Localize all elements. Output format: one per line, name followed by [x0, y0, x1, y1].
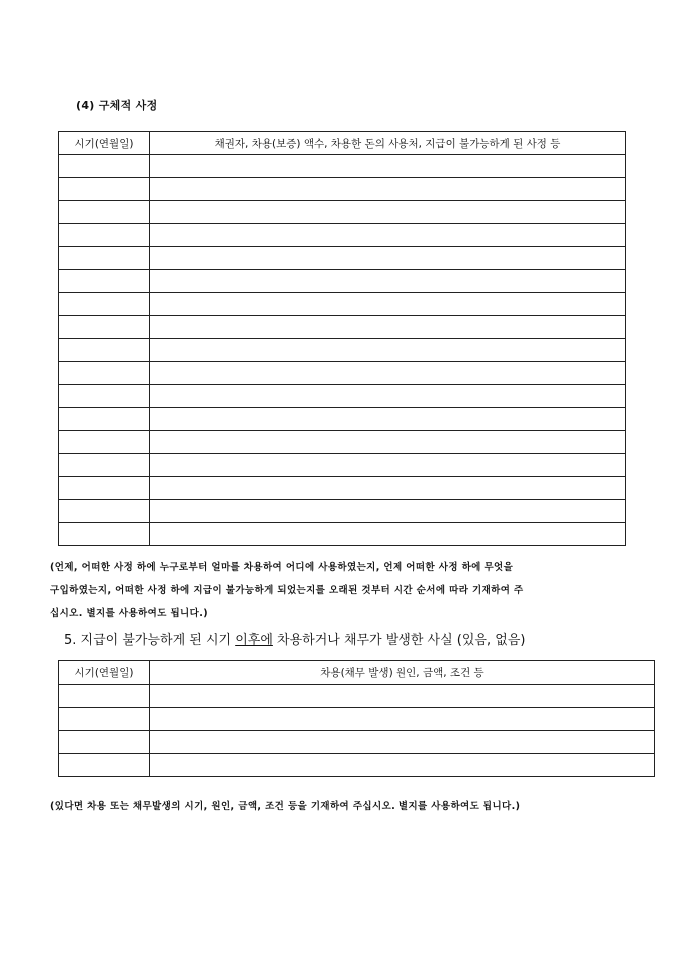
- table-row: [59, 293, 626, 316]
- date-cell[interactable]: [59, 754, 150, 777]
- details-cell[interactable]: [150, 178, 626, 201]
- table-row: [59, 155, 626, 178]
- date-cell[interactable]: [59, 339, 150, 362]
- date-cell[interactable]: [59, 155, 150, 178]
- instruction-line: (언제, 어떠한 사정 하에 누구로부터 얼마를 차용하여 어디에 사용하였는지, 언제 어떠한 사정 하에 무엇을: [50, 562, 514, 573]
- details-cell[interactable]: [150, 155, 626, 178]
- table-row: [59, 339, 626, 362]
- table-row: [59, 408, 626, 431]
- date-cell[interactable]: [59, 270, 150, 293]
- table-row: [59, 247, 626, 270]
- table-header-row: [59, 661, 655, 685]
- table-header-row: [59, 132, 626, 155]
- date-cell[interactable]: [59, 247, 150, 270]
- details-cell[interactable]: [150, 362, 626, 385]
- section5-heading-underlined: 이후에: [235, 633, 273, 648]
- details-cell[interactable]: [150, 293, 626, 316]
- details-cell[interactable]: [150, 431, 626, 454]
- section5-heading: [64, 629, 525, 648]
- details-cell[interactable]: [150, 201, 626, 224]
- table-row: [59, 224, 626, 247]
- date-cell[interactable]: [59, 523, 150, 546]
- table-row: [59, 270, 626, 293]
- date-cell[interactable]: [59, 224, 150, 247]
- details-cell[interactable]: [150, 754, 655, 777]
- column-header-date: 시기(연월일): [59, 661, 150, 685]
- details-cell[interactable]: [150, 731, 655, 754]
- section4-heading: (4) 구체적 사정: [76, 99, 158, 112]
- details-cell[interactable]: [150, 224, 626, 247]
- date-cell[interactable]: [59, 293, 150, 316]
- specific-circumstances-table: [58, 131, 626, 546]
- post-insolvency-debts-table: [58, 660, 655, 777]
- section5-instructions: (있다면 차용 또는 채무발생의 시기, 원인, 금액, 조건 등을 기재하여 주십시오. 별지를 사용하여도 됩니다.): [50, 801, 521, 812]
- instruction-line: 십시오. 별지를 사용하여도 됩니다.): [50, 608, 208, 619]
- details-cell[interactable]: [150, 454, 626, 477]
- date-cell[interactable]: [59, 454, 150, 477]
- date-cell[interactable]: [59, 316, 150, 339]
- details-cell[interactable]: [150, 385, 626, 408]
- date-cell[interactable]: [59, 731, 150, 754]
- table-row: [59, 500, 626, 523]
- date-cell[interactable]: [59, 477, 150, 500]
- date-cell[interactable]: [59, 385, 150, 408]
- date-cell[interactable]: [59, 431, 150, 454]
- table-row: [59, 454, 626, 477]
- table-row: [59, 708, 655, 731]
- table-row: [59, 385, 626, 408]
- date-cell[interactable]: [59, 685, 150, 708]
- column-header-date: 시기(연월일): [59, 132, 150, 155]
- details-cell[interactable]: [150, 247, 626, 270]
- table-row: [59, 316, 626, 339]
- date-cell[interactable]: [59, 201, 150, 224]
- table-row: [59, 362, 626, 385]
- section5-heading-text: 차용하거나 채무가 발생한 사실 (있음, 없음): [272, 633, 526, 648]
- table-row: [59, 523, 626, 546]
- date-cell[interactable]: [59, 362, 150, 385]
- details-cell[interactable]: [150, 339, 626, 362]
- table-row: [59, 477, 626, 500]
- table-row: [59, 178, 626, 201]
- date-cell[interactable]: [59, 178, 150, 201]
- details-cell[interactable]: [150, 316, 626, 339]
- details-cell[interactable]: [150, 270, 626, 293]
- table-row: [59, 754, 655, 777]
- date-cell[interactable]: [59, 708, 150, 731]
- section5-heading-text: 5. 지급이 불가능하게 된 시기: [64, 633, 236, 648]
- details-cell[interactable]: [150, 477, 626, 500]
- details-cell[interactable]: [150, 500, 626, 523]
- column-header-details: 채권자, 차용(보증) 액수, 차용한 돈의 사용처, 지급이 불가능하게 된 사정 등: [150, 132, 626, 155]
- table-row: [59, 431, 626, 454]
- date-cell[interactable]: [59, 408, 150, 431]
- date-cell[interactable]: [59, 500, 150, 523]
- details-cell[interactable]: [150, 523, 626, 546]
- table-row: [59, 731, 655, 754]
- column-header-details: 차용(채무 발생) 원인, 금액, 조건 등: [150, 661, 655, 685]
- table-row: [59, 201, 626, 224]
- details-cell[interactable]: [150, 708, 655, 731]
- details-cell[interactable]: [150, 408, 626, 431]
- instruction-line: 구입하였는지, 어떠한 사정 하에 지급이 불가능하게 되었는지를 오래된 것부터 시간 순서에 따라 기재하여 주: [50, 585, 524, 596]
- section4-instructions: [50, 556, 640, 625]
- table-row: [59, 685, 655, 708]
- details-cell[interactable]: [150, 685, 655, 708]
